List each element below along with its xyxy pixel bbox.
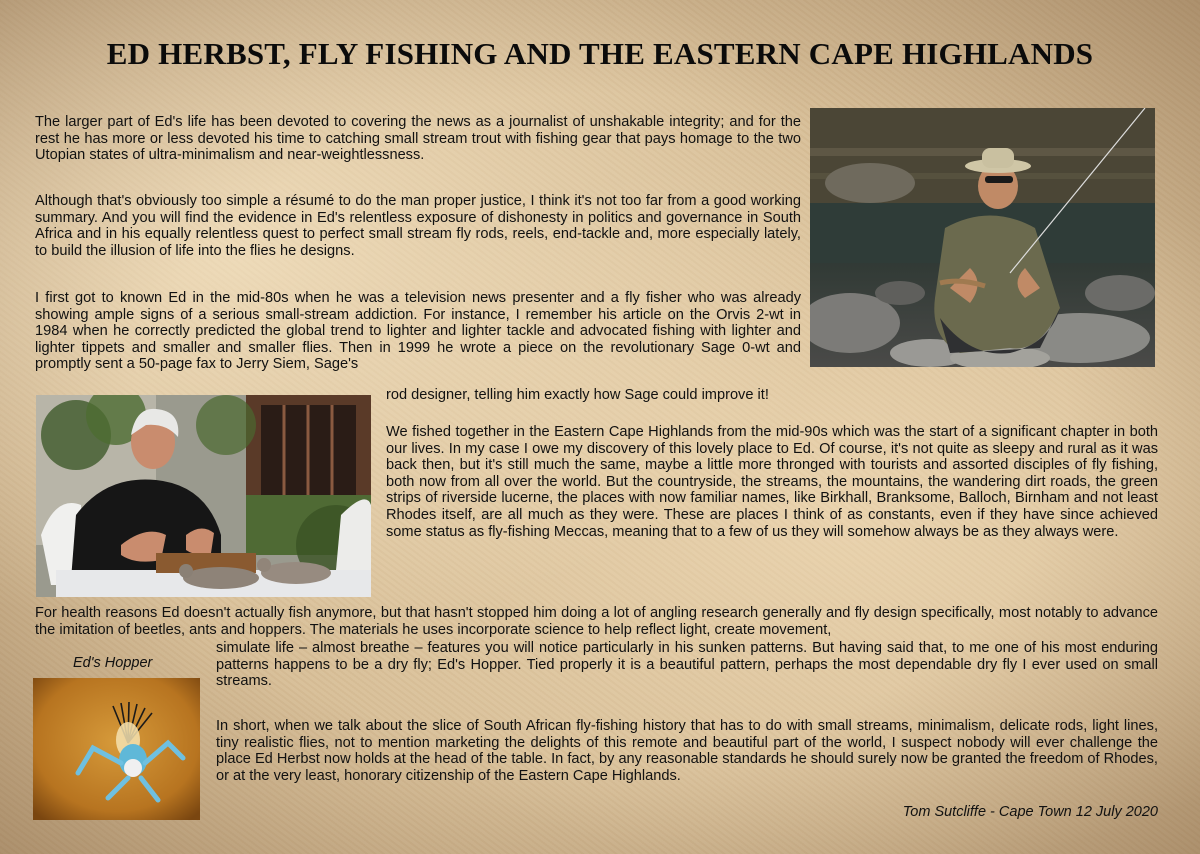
paragraph-conclusion: In short, when we talk about the slice of South African fly-fishing history that has to do with small streams, minimalism, delicate rods, light lines, tiny realistic flies, not to mention marketing the delights of this remote and beautiful part of the world, I suspect nobody will ever challenge the place Ed Herbst now holds at the head of the table. In fact, by any reasonable standards he should surely now be granted the freedom of Rhodes, or at the very least, honorary citizenship of the Eastern Cape Highlands. xyxy=(216,718,1158,784)
paragraph-intro: The larger part of Ed's life has been devoted to covering the news as a journalist of unshakable integrity; and for the rest he has more or less devoted his time to catching small stream trout with fishing gear that pays homage to the two Utopian states of ultra-minimalism and near-weightlessness. xyxy=(35,114,801,164)
paragraph-summary: Although that's obviously too simple a résumé to do the man proper justice, I think it's not too far from a good working summary. And you will find the evidence in Ed's relentless exposure of dishonesty in politics and governance in South Africa and in his equally relentless quest to perfect small stream fly rods, reels, end-tackle and, more especially lately, to build the illusion of life into the flies he designs. xyxy=(35,193,801,259)
hopper-caption: Ed's Hopper xyxy=(73,655,153,671)
signature: Tom Sutcliffe - Cape Town 12 July 2020 xyxy=(902,804,1158,820)
paragraph-first-meeting-end: rod designer, telling him exactly how Sage could improve it! xyxy=(386,387,769,403)
photo-ed-fly-tying xyxy=(36,395,371,597)
paragraph-first-meeting: I first got to known Ed in the mid-80s when he was a television news presenter and a fly fisher who was already showing ample signs of a serious small-stream addiction. For instance, I remember his article on the Orvis 2-wt in 1984 when he correctly predicted the global trend to lighter and lighter tackle and advocated fishing with lighter and lighter tippets and smaller and smaller flies. Then in 1999 he wrote a piece on the revolutionary Sage 0-wt and promptly sent a 50-page fax to Jerry Siem, Sage's xyxy=(35,290,801,373)
photo-ed-fishing xyxy=(810,108,1155,367)
paragraph-health: For health reasons Ed doesn't actually fish anymore, but that hasn't stopped him doing a lot of angling research generally and fly design specifically, most notably to advance the imitation of beetles, ants and hoppers. The materials he uses incorporate science to help reflect light, create movement, xyxy=(35,605,1158,638)
paragraph-eastern-cape: We fished together in the Eastern Cape Highlands from the mid-90s which was the start of a significant chapter in both our lives. In my case I owe my discovery of this lovely place to Ed. Of course, it's not quite as sleepy and rural as it was back then, but it's still much the same, maybe a little more thronged with tourists and assorted disciples of fly fishing, both now from all over the world. But the countryside, the streams, the mountains, the wandering dirt roads, the green strips of riverside lucerne, the places with now familiar names, like Birkhall, Branksome, Balloch, Birnham and not least Rhodes itself, are all much as they were. These are places I think of as constants, even if they have since achieved some status as fly-fishing Meccas, meaning that to a few of us they will somehow always be as they always were. xyxy=(386,424,1158,540)
paragraph-hopper: simulate life – almost breathe – features you will notice particularly in his sunken patterns. But having said that, to me one of his most enduring patterns happens to be a dry fly; Ed's Hopper. Tied properly it is a beautiful pattern, perhaps the most dependable dry fly I ever used on small streams. xyxy=(216,640,1158,690)
page-title: ED HERBST, FLY FISHING AND THE EASTERN CAPE HIGHLANDS xyxy=(106,36,1094,71)
photo-eds-hopper xyxy=(33,678,200,820)
